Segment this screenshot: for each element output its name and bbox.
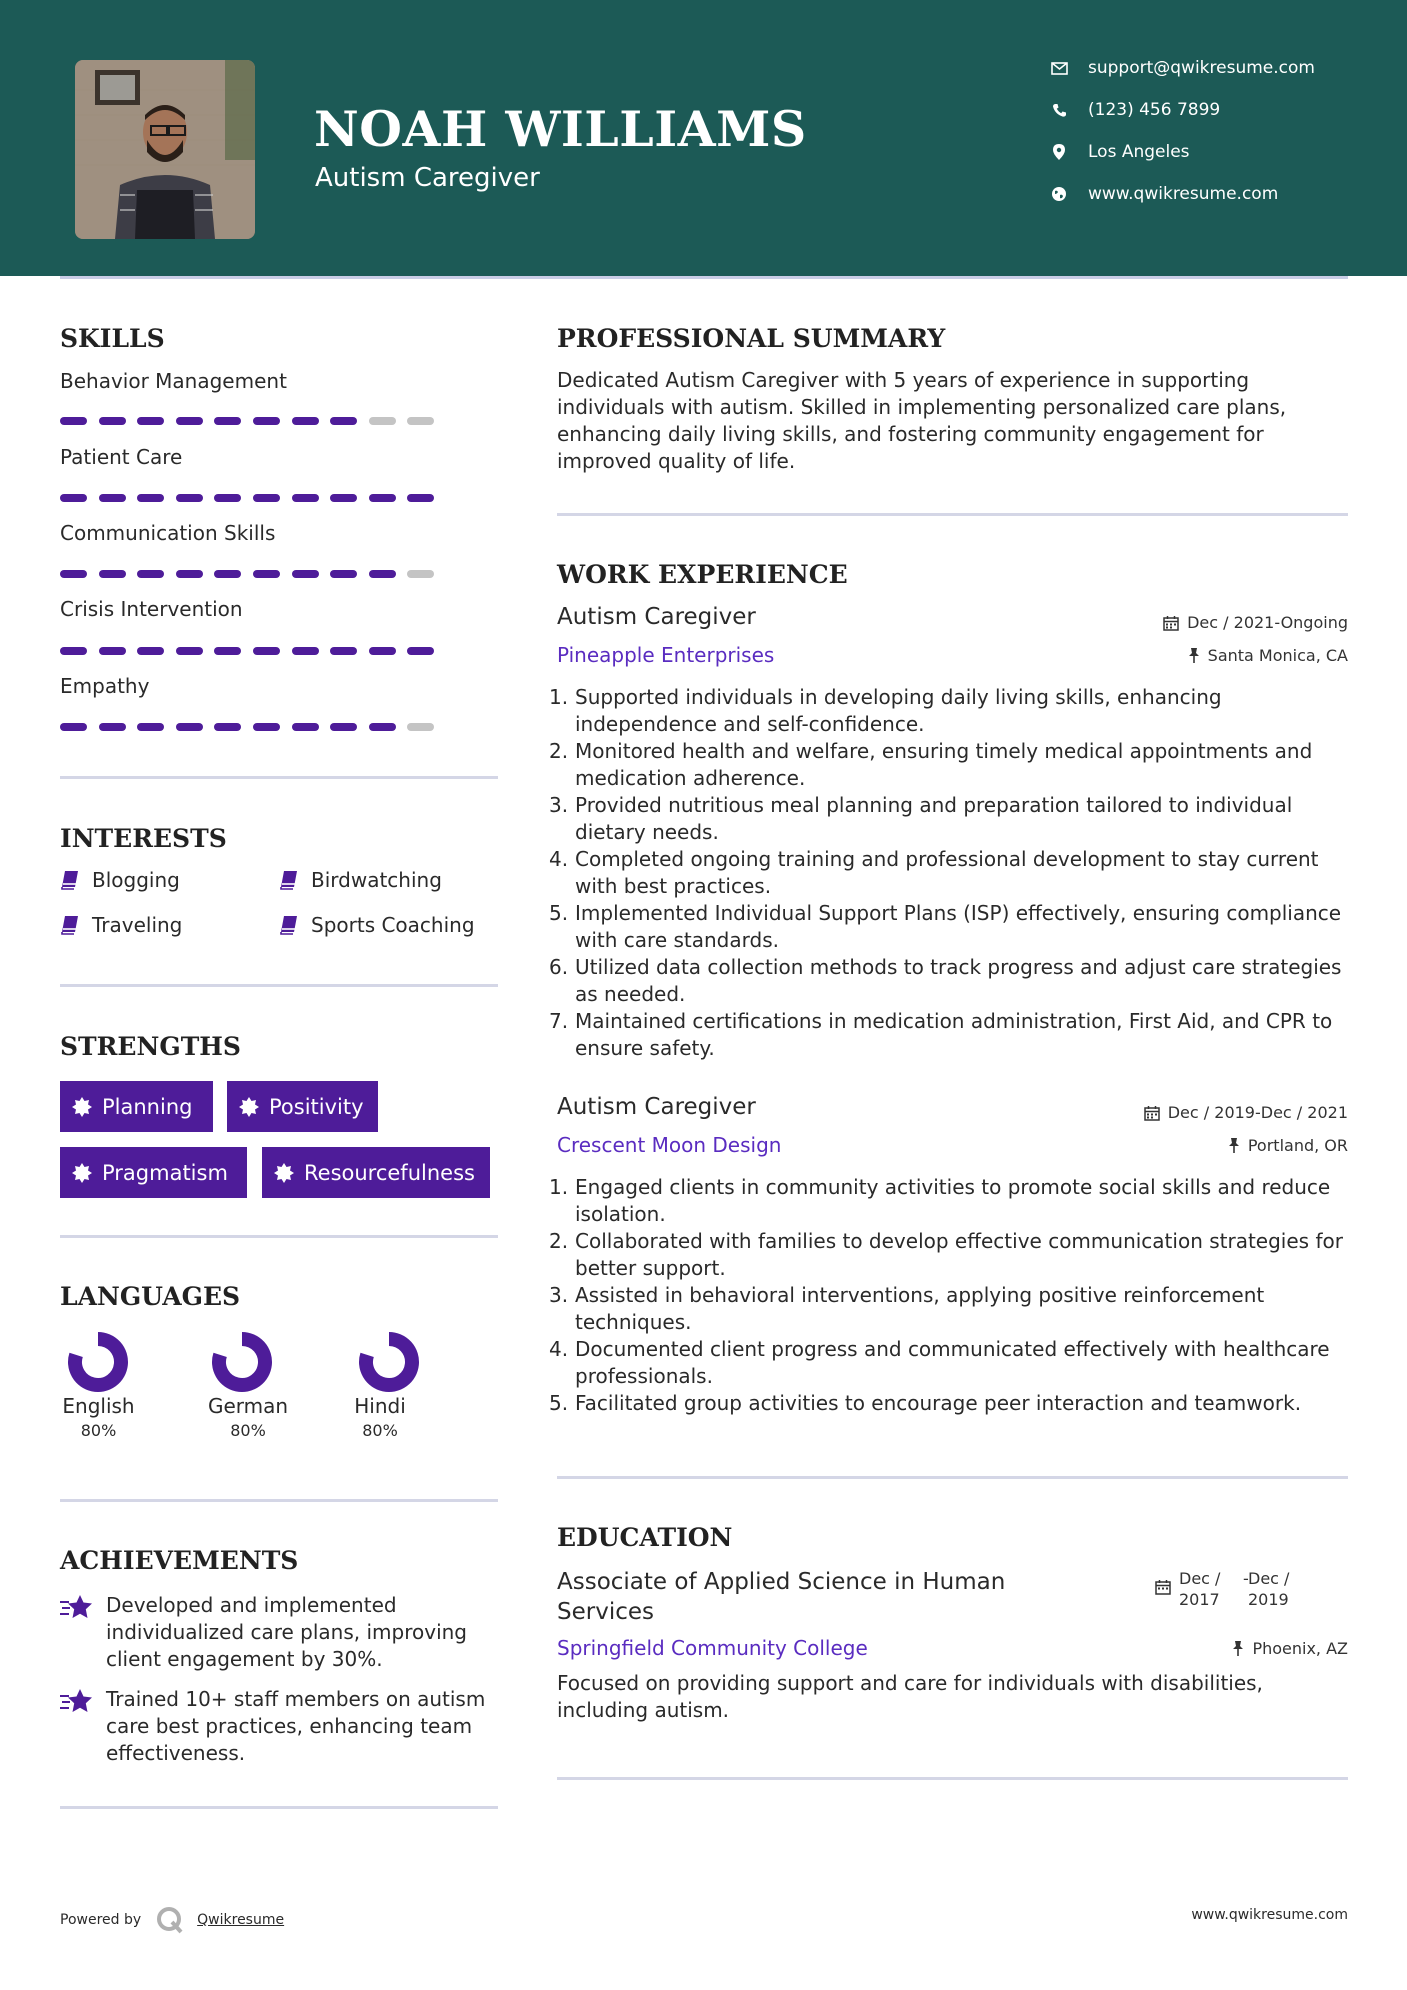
skill-dash bbox=[369, 570, 396, 578]
skill-dash bbox=[253, 417, 280, 425]
language-percent: 80% bbox=[80, 1421, 117, 1440]
job-bullet: 4. Completed ongoing training and professional development to stay current with best practices. bbox=[549, 847, 1319, 898]
pushpin-icon bbox=[1188, 648, 1200, 664]
star-icon bbox=[60, 1688, 94, 1714]
section-divider bbox=[557, 1777, 1348, 1780]
book-icon bbox=[279, 915, 299, 935]
skill-dash bbox=[407, 570, 434, 578]
job-location-text: Portland, OR bbox=[1247, 1136, 1348, 1155]
powered-by-text: Powered by bbox=[60, 1912, 142, 1928]
skill-dash bbox=[60, 647, 87, 655]
skill-dash bbox=[292, 417, 319, 425]
contact-email[interactable] bbox=[1048, 58, 1315, 78]
job-title: Autism Caregiver bbox=[557, 1094, 756, 1120]
skill-dash bbox=[292, 647, 319, 655]
strength-badge bbox=[227, 1081, 378, 1132]
candidate-name: NOAH WILLIAMS bbox=[314, 100, 807, 158]
skill-dash bbox=[137, 723, 164, 731]
contact-phone-text: (123) 456 7899 bbox=[1088, 100, 1221, 120]
skill-dash bbox=[292, 570, 319, 578]
job-bullet: 3. Provided nutritious meal planning and preparation tailored to individual dietary needs. bbox=[549, 793, 1293, 844]
skill-label: Crisis Intervention bbox=[60, 597, 243, 621]
pushpin-icon bbox=[1232, 1641, 1244, 1657]
interest-item bbox=[60, 913, 182, 937]
school-name: Springfield Community College bbox=[557, 1636, 868, 1660]
candidate-role: Autism Caregiver bbox=[315, 163, 540, 193]
skill-dash bbox=[60, 417, 87, 425]
skill-dash bbox=[330, 494, 357, 502]
achievement-text: Trained 10+ staff members on autism care best practices, enhancing team effectiveness. bbox=[106, 1687, 486, 1765]
location-pin-icon bbox=[1048, 142, 1070, 162]
skill-dash bbox=[330, 570, 357, 578]
skill-label: Empathy bbox=[60, 674, 150, 698]
job-dates-text: Dec / 2019-Dec / 2021 bbox=[1167, 1103, 1348, 1122]
skill-dash bbox=[292, 494, 319, 502]
section-divider bbox=[60, 1806, 498, 1809]
skill-dash bbox=[214, 647, 241, 655]
job-bullet: 5. Facilitated group activities to encourage peer interaction and teamwork. bbox=[549, 1391, 1302, 1415]
language-item bbox=[340, 1330, 420, 1440]
job-bullet: 1. Supported individuals in developing daily living skills, enhancing independence and self-confidence. bbox=[549, 685, 1222, 736]
education-start-date: Dec / 2017 bbox=[1179, 1569, 1221, 1609]
interest-label: Sports Coaching bbox=[311, 913, 475, 937]
pushpin-icon bbox=[1228, 1138, 1240, 1154]
job-location-text: Santa Monica, CA bbox=[1207, 646, 1348, 665]
strength-badge bbox=[60, 1081, 213, 1132]
skill-dash bbox=[407, 494, 434, 502]
degree-title: Associate of Applied Science in Human Services bbox=[557, 1569, 1006, 1625]
contact-location bbox=[1048, 142, 1190, 162]
skill-dash bbox=[253, 570, 280, 578]
skill-dash bbox=[369, 647, 396, 655]
profile-photo bbox=[75, 60, 255, 239]
section-divider bbox=[60, 776, 498, 779]
calendar-icon bbox=[1163, 615, 1179, 631]
skill-dash bbox=[137, 417, 164, 425]
skill-dash bbox=[330, 417, 357, 425]
education-heading: EDUCATION bbox=[557, 1523, 733, 1552]
strengths-heading: STRENGTHS bbox=[60, 1032, 241, 1061]
language-ring-arc bbox=[219, 1339, 265, 1385]
interest-item bbox=[279, 868, 442, 892]
skill-dash bbox=[60, 723, 87, 731]
language-ring-arc bbox=[75, 1339, 121, 1385]
language-ring bbox=[66, 1330, 130, 1394]
skill-dash bbox=[176, 723, 203, 731]
skill-dash bbox=[99, 417, 126, 425]
interest-item bbox=[279, 913, 475, 937]
envelope-icon bbox=[1048, 58, 1070, 78]
skill-dash bbox=[253, 647, 280, 655]
strength-label: Resourcefulness bbox=[304, 1160, 475, 1185]
contact-phone[interactable] bbox=[1048, 100, 1220, 120]
section-divider bbox=[60, 1499, 498, 1502]
skill-dash bbox=[369, 494, 396, 502]
achievement-item bbox=[60, 1592, 500, 1673]
contact-location-text: Los Angeles bbox=[1088, 142, 1190, 162]
resume-header bbox=[0, 0, 1407, 276]
language-percent: 80% bbox=[230, 1421, 266, 1440]
skill-dash bbox=[176, 494, 203, 502]
globe-icon bbox=[1048, 184, 1070, 204]
language-name: English bbox=[62, 1394, 135, 1418]
skill-dash bbox=[369, 723, 396, 731]
skill-dash bbox=[253, 494, 280, 502]
achievement-text: Developed and implemented individualized care plans, improving client engagement by 30%. bbox=[106, 1593, 468, 1671]
contact-website-text: www.qwikresume.com bbox=[1088, 184, 1279, 204]
skill-dash bbox=[292, 723, 319, 731]
interest-label: Birdwatching bbox=[311, 868, 442, 892]
job-bullet: 1. Engaged clients in community activities to promote social skills and reduce isolation. bbox=[549, 1175, 1331, 1226]
calendar-icon bbox=[1155, 1579, 1171, 1595]
education-description: Focused on providing support and care for individuals with disabilities, including autism. bbox=[557, 1671, 1263, 1722]
skill-rating-bar bbox=[60, 494, 460, 502]
job-dates bbox=[1163, 613, 1348, 632]
strength-label: Positivity bbox=[269, 1094, 364, 1119]
skill-dash bbox=[330, 723, 357, 731]
skill-dash bbox=[137, 647, 164, 655]
contact-website[interactable] bbox=[1048, 184, 1278, 204]
summary-text: Dedicated Autism Caregiver with 5 years of experience in supporting individuals with autism. Skilled in implementing personalized care plans, enhancing daily living skills, and fostering community engagement for improved quality of life. bbox=[557, 368, 1287, 473]
qwikresume-link[interactable]: Qwikresume bbox=[197, 1912, 285, 1928]
education-location-text: Phoenix, AZ bbox=[1252, 1639, 1348, 1658]
skill-dash bbox=[407, 723, 434, 731]
job-bullet: 2. Monitored health and welfare, ensuring timely medical appointments and medication adherence. bbox=[549, 739, 1313, 790]
strength-badge bbox=[60, 1147, 247, 1198]
language-percent: 80% bbox=[362, 1421, 398, 1440]
job-bullet: 7. Maintained certifications in medication administration, First Aid, and CPR to ensure safety. bbox=[549, 1009, 1333, 1060]
language-name: Hindi bbox=[354, 1394, 406, 1418]
job-bullet: 5. Implemented Individual Support Plans (ISP) effectively, ensuring compliance with care standards. bbox=[549, 901, 1342, 952]
skill-dash bbox=[176, 570, 203, 578]
book-icon bbox=[60, 915, 80, 935]
skill-label: Patient Care bbox=[60, 445, 183, 469]
skill-dash bbox=[99, 723, 126, 731]
badge-star-icon bbox=[72, 1097, 92, 1117]
book-icon bbox=[60, 870, 80, 890]
education-location bbox=[1232, 1639, 1348, 1658]
education-end-date: Dec / 2019 bbox=[1248, 1569, 1290, 1609]
section-divider bbox=[60, 1235, 498, 1238]
section-divider bbox=[60, 984, 498, 987]
strength-label: Pragmatism bbox=[102, 1160, 228, 1185]
language-name: German bbox=[207, 1394, 289, 1418]
language-ring bbox=[357, 1330, 421, 1394]
job-location bbox=[1228, 1136, 1348, 1155]
skill-dash bbox=[253, 723, 280, 731]
section-divider bbox=[557, 1476, 1348, 1479]
job-location bbox=[1188, 646, 1348, 665]
skill-dash bbox=[214, 417, 241, 425]
language-ring-arc bbox=[366, 1339, 412, 1385]
job-bullet: 3. Assisted in behavioral interventions, applying positive reinforcement techniques. bbox=[549, 1283, 1265, 1334]
badge-star-icon bbox=[239, 1097, 259, 1117]
footer-url[interactable]: www.qwikresume.com bbox=[1191, 1907, 1348, 1923]
skill-dash bbox=[99, 494, 126, 502]
header-divider bbox=[60, 276, 1348, 279]
skill-rating-bar bbox=[60, 647, 460, 655]
skill-dash bbox=[137, 570, 164, 578]
skill-label: Communication Skills bbox=[60, 521, 276, 545]
company-name: Crescent Moon Design bbox=[557, 1133, 782, 1157]
skill-dash bbox=[99, 647, 126, 655]
phone-icon bbox=[1048, 100, 1070, 120]
skills-heading: SKILLS bbox=[60, 324, 165, 353]
interest-item bbox=[60, 868, 180, 892]
language-item bbox=[198, 1330, 298, 1440]
contact-email-text: support@qwikresume.com bbox=[1088, 58, 1315, 78]
skill-dash bbox=[407, 647, 434, 655]
job-title: Autism Caregiver bbox=[557, 604, 756, 630]
languages-heading: LANGUAGES bbox=[60, 1282, 241, 1311]
footer-powered-by bbox=[60, 1905, 284, 1935]
job-bullet: 2. Collaborated with families to develop effective communication strategies for better support. bbox=[549, 1229, 1343, 1280]
job-bullet: 4. Documented client progress and communicated effectively with healthcare professionals. bbox=[549, 1337, 1330, 1388]
skill-label: Behavior Management bbox=[60, 369, 287, 393]
job-bullets bbox=[549, 684, 1357, 1062]
skill-dash bbox=[407, 417, 434, 425]
company-name: Pineapple Enterprises bbox=[557, 643, 775, 667]
skill-dash bbox=[176, 417, 203, 425]
section-divider bbox=[557, 513, 1348, 516]
skill-dash bbox=[214, 723, 241, 731]
book-icon bbox=[279, 870, 299, 890]
strength-label: Planning bbox=[102, 1094, 193, 1119]
experience-heading: WORK EXPERIENCE bbox=[557, 560, 848, 589]
badge-star-icon bbox=[72, 1163, 92, 1183]
skill-dash bbox=[60, 570, 87, 578]
calendar-icon bbox=[1144, 1105, 1160, 1121]
badge-star-icon bbox=[274, 1163, 294, 1183]
skill-rating-bar bbox=[60, 417, 460, 425]
language-ring bbox=[210, 1330, 274, 1394]
skill-rating-bar bbox=[60, 723, 460, 731]
job-dates bbox=[1144, 1103, 1348, 1122]
achievement-item bbox=[60, 1686, 500, 1767]
skill-dash bbox=[330, 647, 357, 655]
education-dates: Dec / 2017 - Dec / 2019 bbox=[1155, 1568, 1298, 1610]
interest-label: Blogging bbox=[92, 868, 180, 892]
skill-dash bbox=[214, 494, 241, 502]
star-icon bbox=[60, 1594, 94, 1620]
job-dates-text: Dec / 2021-Ongoing bbox=[1187, 613, 1348, 632]
skill-dash bbox=[176, 647, 203, 655]
skill-dash bbox=[99, 570, 126, 578]
job-bullets bbox=[549, 1174, 1357, 1417]
skill-dash bbox=[369, 417, 396, 425]
skill-rating-bar bbox=[60, 570, 460, 578]
language-item bbox=[50, 1330, 147, 1440]
skill-dash bbox=[137, 494, 164, 502]
summary-heading: PROFESSIONAL SUMMARY bbox=[557, 324, 946, 353]
strength-badge bbox=[262, 1147, 490, 1198]
skill-dash bbox=[214, 570, 241, 578]
interests-heading: INTERESTS bbox=[60, 824, 227, 853]
skill-dash bbox=[60, 494, 87, 502]
qwikresume-logo-icon bbox=[155, 1905, 185, 1935]
interest-label: Traveling bbox=[92, 913, 183, 937]
achievements-heading: ACHIEVEMENTS bbox=[60, 1546, 299, 1575]
job-bullet: 6. Utilized data collection methods to track progress and adjust care strategies as needed. bbox=[549, 955, 1342, 1006]
